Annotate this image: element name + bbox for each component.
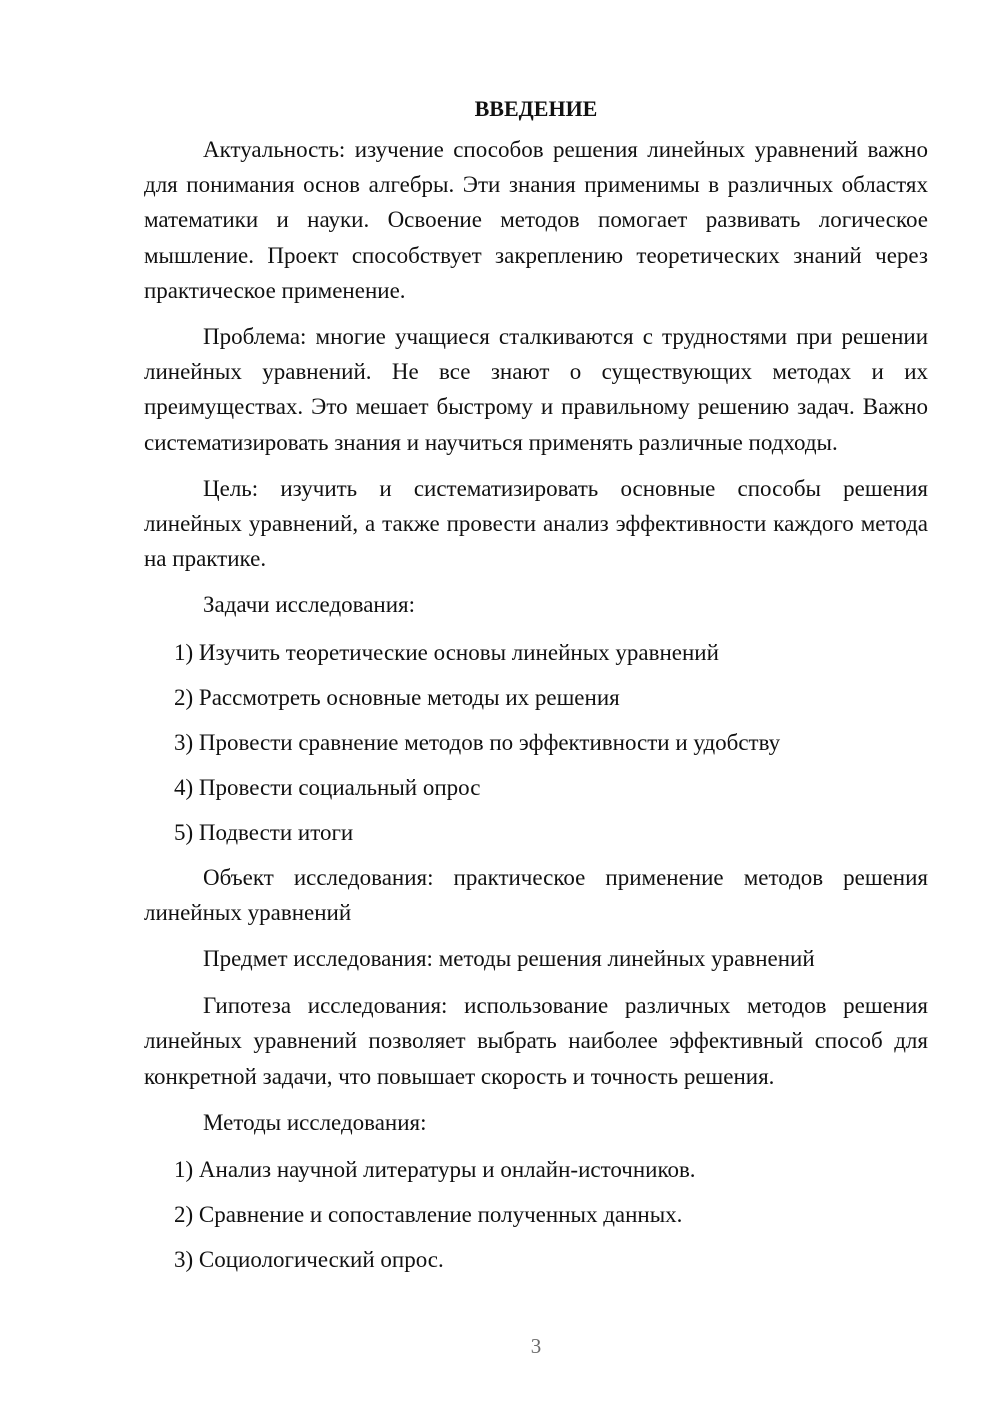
hypothesis-paragraph: Гипотеза исследования: использование различных методов решения линейных уравнений позволяет выбрать наиболее эффективный способ для конкретной задачи, что повышает скорость и точность решения. <box>144 993 928 1089</box>
methods-list <box>144 1152 928 1277</box>
method-item-2: 2) Сравнение и сопоставление полученных данных. <box>174 1202 683 1228</box>
relevance-paragraph: Актуальность: изучение способов решения линейных уравнений важно для понимания основ алгебры. Эти знания применимы в различных областях математики и науки. Освоение методов помогает развивать логическое мышление. Проект способствует закреплению теоретических знаний через практическое применение. <box>144 137 928 303</box>
methods-heading: Методы исследования: <box>203 1109 427 1135</box>
method-item-3: 3) Социологический опрос. <box>174 1247 444 1273</box>
object-paragraph: Объект исследования: практическое применение методов решения линейных уравнений <box>144 864 928 925</box>
task-item-1: 1) Изучить теоретические основы линейных уравнений <box>174 639 719 665</box>
goal-paragraph: Цель: изучить и систематизировать основные способы решения линейных уравнений, а также провести анализ эффективности каждого метода на практике. <box>144 475 928 572</box>
task-item-3: 3) Провести сравнение методов по эффективности и удобству <box>174 729 781 755</box>
page-number: 3 <box>530 1334 542 1358</box>
subject-paragraph: Предмет исследования: методы решения линейных уравнений <box>203 946 815 972</box>
tasks-heading: Задачи исследования: <box>203 592 416 618</box>
page-title: ВВЕДЕНИЕ <box>474 96 598 121</box>
method-item-1: 1) Анализ научной литературы и онлайн-источников. <box>174 1157 696 1183</box>
task-item-5: 5) Подвести итоги <box>174 819 354 845</box>
tasks-list <box>144 635 928 850</box>
problem-paragraph: Проблема: многие учащиеся сталкиваются с трудностями при решении линейных уравнений. Не все знают о существующих методах и их преимуществах. Это мешает быстрому и правильному решению задач. Важно систематизировать знания и научиться применять различные подходы. <box>144 324 928 455</box>
document-page <box>144 92 928 1287</box>
task-item-4: 4) Провести социальный опрос <box>174 774 481 800</box>
task-item-2: 2) Рассмотреть основные методы их решения <box>174 684 620 710</box>
